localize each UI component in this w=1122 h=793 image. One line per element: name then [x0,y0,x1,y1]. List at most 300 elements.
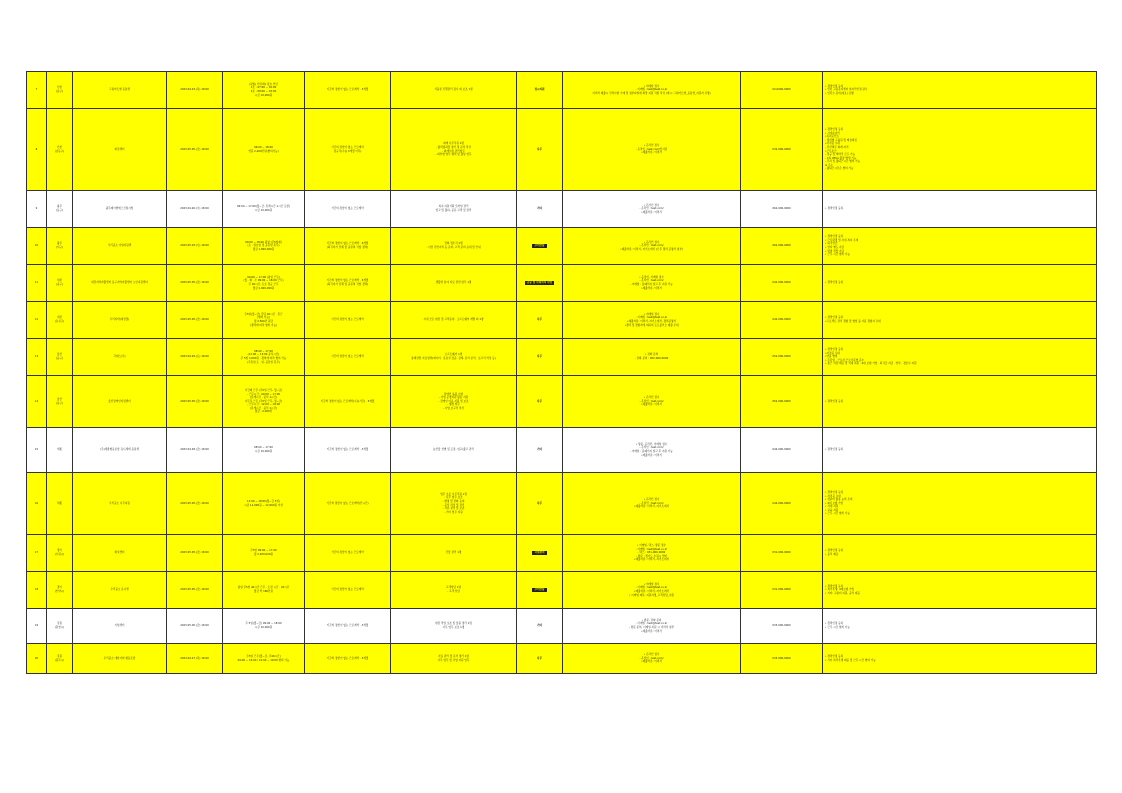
employment-condition-cell [305,609,391,644]
work-hours-line: 주5일 근무(월~금, 주40시간) [246,654,281,658]
application-method-line: •제출서류: 이력서, 자기소개서 [634,505,669,509]
notes-line: • 인턴수 문의(대표) 유행 [825,91,854,95]
row-number-cell: 13 [27,339,47,376]
region-line: 광주 [56,205,62,209]
region-cell [47,376,73,428]
notes-cell [823,339,1097,376]
notes-line: • 경력인정 등록 [825,235,844,239]
work-hours-line: 월급 2,000,000원 [252,286,275,290]
notes-line: • 컴퓨터 활용 능력 우대 [825,498,853,502]
table-row [27,473,1097,535]
organization-cell: 우리중소 사무지원 [73,473,167,535]
work-hours-line: (휴게시간 · 중식 1시간) [249,406,278,410]
row-number-cell: 19 [27,609,47,644]
row-number-cell: 9 [27,191,47,228]
job-type-badge: 기타 [536,624,542,628]
deadline-cell: 2023.05.05.(금) 18:00 [167,109,223,191]
job-duty-line: 자료 관리 및 문서 정리 1명 [438,654,469,658]
region-cell [47,428,73,473]
job-type-cell [517,376,563,428]
application-method-line: - 이메일 : 홈페이지 참고 후 지원 가능 [630,450,673,453]
notes-line: •복지포인트 [825,135,840,139]
job-type-badge: 정시지원 [534,88,545,92]
job-duty-line: - 장애인 이동 지원 및 보조 [438,399,469,403]
notes-line: •근무조건 [825,149,837,153]
region-cell [47,572,73,609]
region-line: (유성구) [54,320,65,323]
contact-phone-cell: 044-000-0000 [741,473,823,535]
application-method-line: •제출서류: 이력서, 자기소개서 [634,558,669,562]
job-duty-line: - 이전 전산지식 등 준비, 고객 문의 응대 및 안내 [426,246,481,249]
job-duty-line: 통계관련 자료입력(데이터 · 유효성 검증, 집계, 문서 분석 · 보고서 작성 등) [411,357,496,360]
notes-line: • 교육 지원 [825,508,839,512]
organization-cell: 울산장애인자립센터 [73,376,167,428]
region-cell [47,339,73,376]
notes-line: • 기타 복리후생 제공 및 근무 시간 협의 가능 [825,658,876,662]
application-method-line: - 방문 문의, 이메일 지원 시 이력서 첨부 [628,626,675,629]
notes-cell [823,109,1097,191]
region-cell [47,535,73,572]
job-type-cell [517,265,563,302]
work-hours-line: 기간제 근무 (주5일 근무, 월~금) [244,388,283,392]
work-hours-line: (주휴일 토 · 일, 공휴일 휴무) [247,360,280,364]
region-line: 인천 [56,86,62,90]
employment-condition-line: 기간의 정함이 없는 근로계약 · 3개월 [326,656,369,660]
notes-line: • 인턴 고용유지센터 일자리안정 필수 [825,88,868,92]
application-method-cell [563,302,741,339]
region-line: (남구) [55,401,64,405]
row-number-cell: 20 [27,644,47,674]
work-hours-line: 주5일 09:00 ~ 17:00 [250,549,277,553]
application-method-line: •경력 및 경험자에 대하여 포트폴리오 제출 우대 [624,323,679,327]
work-hours-cell [223,572,305,609]
deadline-cell: 2023.05.05.(금) 18:00 [167,535,223,572]
job-duty-line: 회계 사무직원 1명 [443,142,464,146]
organization-cell: 외전센터 [73,109,167,191]
job-duty-cell [391,535,517,572]
work-hours-cell [223,609,305,644]
application-method-line: • 방문, 온라인, 이메일 접수 [635,442,668,446]
employment-condition-line: 기간의 정함이 없는 근로계약 [331,145,364,149]
job-duty-cell [391,339,517,376]
job-type-cell [517,535,563,572]
region-cell [47,644,73,674]
work-hours-line: 평일 주5일 40시간 근무 · 소정 시간 · 20시간 [237,586,290,590]
work-hours-line: (평일) 인턴제1 월요 인턴 [249,82,278,86]
row-number-cell: 15 [27,428,47,473]
work-hours-cell [223,72,305,109]
job-type-badge: 공공 및 사회복지 사업 [526,281,553,285]
application-method-cell [563,535,741,572]
notes-cell [823,72,1097,109]
work-hours-line: - 근무시간 : 12:00 ~ 18:00 [246,403,281,407]
job-duty-line: 전화 접수직 2명 [444,242,463,246]
job-type-cell [517,228,563,265]
employment-condition-line: 기간의 정함이 없는 근로계약 · 3개월 [326,279,369,283]
region-line: 경기 [56,586,62,590]
application-method-cell [563,191,741,228]
job-duty-line: 건물 관리 1명 [445,551,462,555]
work-hours-line: (12:00 ~ 13:00 중식시간) [247,353,280,357]
notes-cell [823,644,1097,674]
region-cell [47,473,73,535]
table-row [27,228,1097,265]
contact-phone-cell: 042-000-0000 [741,265,823,302]
table-row [27,339,1097,376]
work-hours-cell [223,339,305,376]
application-method-line: • 온라인 접수 [643,498,660,502]
job-type-badge: 기타 [536,448,542,452]
work-hours-line: 월 2,200,000원 [253,553,274,556]
application-method-line: - 전화 문의 : 052-000-0000 [634,357,669,360]
organization-cell: 그린마트앤 유통센 [73,72,167,109]
employment-condition-line: (퇴직자가 전체 및 중류의 직업 경력) [326,283,369,286]
region-line: 울산 [56,353,62,357]
application-method-line: •제출서류: 이력서 [641,403,662,407]
job-duty-line: - 사업 보고서 작성 [443,406,464,410]
job-duty-line: 농산물 선별 및 포장, 입고/출고 관리 [433,448,474,452]
application-method-cell [563,72,741,109]
employment-condition-line: 기간의 정함이 없는 근로계약 [331,318,364,322]
job-duty-cell [391,644,517,674]
notes-line: •자격증 우대 [825,351,840,355]
deadline-cell: 2023.05.05.(금) 18:00 [167,473,223,535]
work-hours-line: (휴게시간 · 중식 1시간) [249,396,278,400]
work-hours-cell [223,191,305,228]
work-hours-line: 주 5일 3,000원 · 경력에 따라 협의 가능 [240,357,287,360]
notes-line: • 퇴직연금 [825,242,838,246]
contact-phone-cell: 031-000-0000 [741,535,823,572]
deadline-cell: 2023.05.05.(금) 18:00 [167,572,223,609]
application-method-line: - 온라인 : test.com/ [639,446,664,450]
job-duty-line: - 기타 업무 지원 [444,510,463,514]
region-line: (중구) [55,283,64,286]
organization-cell: 기업센터 [73,609,167,644]
application-method-line: •제출서류: 이력서 [641,210,662,214]
notes-line: - 정규 및 계약직 모두 가능 [825,153,856,157]
application-method-line: • 방문, 전화 문의 [641,618,662,622]
application-method-line: • 이메일 접수 [643,84,660,88]
notes-line: • 경력인정 등록 [825,448,844,452]
application-method-line: 이력서 제출시 인적사항 기재 및 첨부파일에 희망 지원 직종 작성 (예시: 그린마트앤_유통센_지원자 성명) [592,91,711,95]
employment-condition-cell [305,191,391,228]
application-method-line: - 이메일 : test@test.co.kr [635,547,668,551]
employment-condition-line: 기간의 정함이 없는 근로계약 [331,551,364,555]
job-type-cell [517,644,563,674]
row-number-cell: 7 [27,72,47,109]
region-line: 광주 [56,242,62,246]
application-method-cell [563,339,741,376]
notes-line: • 명절 선물 지급 [825,249,845,253]
application-method-line: •제출서류: 이력서, 자기소개서, 경력증명서 [626,320,677,323]
job-duty-line: - 출력결과물 정리 및 문서 작성 [435,145,472,149]
employment-condition-cell [305,376,391,428]
region-line: 강원 [56,622,62,626]
table-row [27,265,1097,302]
notes-line: - 1회 office 출장 발생 가능 [825,156,857,160]
notes-line: • 자격증 우대 [825,494,841,498]
work-hours-line: 시급 10,000원 [254,209,273,212]
job-duty-line: 입고 및 출하, 공유 고객 및 관리 [435,209,472,212]
notes-line: • 경력인정 등록 [825,490,844,494]
employment-condition-line: 기간의 정함이 없는 근로계약 · 3개월 [326,448,369,452]
job-duty-line: - 외부협 업무 협력 및 출납 업무 [435,153,472,157]
job-duty-cell [391,191,517,228]
region-line: 세종 [56,501,62,505]
table-row [27,191,1097,228]
job-duty-cell [391,228,517,265]
job-duty-cell [391,609,517,644]
organization-cell: 우리중소 유니센 [73,572,167,609]
contact-phone-cell: 062-000-0000 [741,228,823,265]
job-type-cell [517,572,563,609]
work-hours-cell [223,376,305,428]
application-method-line: •제출서류: 이력서 [641,286,662,290]
contact-phone-cell: 062-000-0000 [741,191,823,228]
work-hours-line: 09:00 ~ 18:00 [254,145,273,149]
organization-cell: 광주제이앤에스건설사업 [73,191,167,228]
job-duty-line: - 문서 작성 및 관리 [442,503,465,507]
region-line: (원주시) [54,658,65,662]
work-hours-line: 2조 : 08:00 ~ 18:00 [250,90,277,93]
work-hours-cell [223,228,305,265]
job-type-cell [517,609,563,644]
work-hours-cell [223,473,305,535]
application-method-line: - 이메일 : test@test.co.kr [635,622,668,626]
notes-line: • 경력인정 등록 [825,584,844,588]
application-method-line: •제출서류: 이력서, 자기소개서 [634,590,669,593]
application-method-line: • 온라인 접수 [643,144,660,148]
job-type-badge: 사무 [536,399,542,403]
work-hours-line: 월급 1,800,000원 [252,247,275,251]
notes-cell [823,572,1097,609]
region-line: (안양시) [54,590,65,593]
region-line: (수원시) [54,553,65,556]
work-hours-line: 09:00 ~ 18:00 평일 (주5일제) [245,240,282,244]
notes-cell [823,428,1097,473]
notes-line: • 4대 보험 가입 [825,501,844,505]
work-hours-line: 주5일(월~금) 주당 40시간 · 휴근 [244,312,283,316]
job-type-badge: 사무 [536,318,542,322]
row-number-cell: 18 [27,572,47,609]
notes-line: • 기타: 교통비 지원, 중식 제공 [825,591,860,595]
work-hours-line: (토 · 일요일 및 공휴일 휴무) [247,244,280,248]
notes-line: • 경력인정 등록 [825,654,844,658]
application-method-line: - 이메일 : test@test.co.kr [635,586,668,590]
notes-line: • 경력인정 등록 [825,348,844,352]
application-method-cell [563,228,741,265]
deadline-cell: 2023.05.05.(금) 18:00 [167,302,223,339]
deadline-cell: 2023.05.05.(금) 18:00 [167,265,223,302]
work-hours-line: 08:00 ~ 17:00 [254,349,273,353]
region-line: (남동구) [54,149,65,153]
job-duty-line: 고객상담 1명 [445,586,461,590]
row-number-cell: 14 [27,376,47,428]
region-cell [47,72,73,109]
notes-line: • 경력인정 등록 [825,281,844,285]
employment-condition-cell [305,644,391,674]
application-method-cell [563,428,741,473]
table-row [27,535,1097,572]
application-method-line: • 이메일, 팩스, 방문 접수 [636,544,667,548]
organization-cell: 우리중소 대한사회 협동조합 [73,644,167,674]
table-row [27,428,1097,473]
job-duty-cell [391,572,517,609]
region-line: 울산 [56,397,62,401]
notes-line: • 통근 차량 제공 및 식대 지원 · 4대 보험 가입 · 퇴직금 지급 · 연차 · 경조사 지원 [825,362,917,366]
organization-cell: 국제스(주) [73,339,167,376]
work-hours-line: 13:00 ~ 18:00(월~금 5일) [247,499,280,503]
notes-cell [823,473,1097,535]
table-row [27,572,1097,609]
organization-cell: 대전지역자활센터 동구지역자활센터 노인지원센터 [73,265,167,302]
work-hours-line: 08:00 ~ 17:00 [254,446,273,450]
region-line: (동구) [55,209,64,212]
job-duty-line: 사무 업무 및 사업 지원 업무 [437,658,470,662]
contact-phone-cell: 052-000-0000 [741,376,823,428]
notes-line: • 근무 시간 협의 가능 [825,512,850,516]
application-method-cell [563,109,741,191]
application-method-cell [563,644,741,674]
notes-line: •프로젝트 관리 경험 및 협업 툴 사용 경험자 우대 [825,320,881,323]
work-hours-cell [223,535,305,572]
job-type-cell [517,302,563,339]
row-number-cell: 10 [27,228,47,265]
job-duty-line: - 행정 및 전화 응대 [442,499,465,503]
table-row [27,644,1097,674]
job-duty-cell [391,265,517,302]
work-hours-cell [223,428,305,473]
application-method-line: - 팩스 : 031-000-0000 [637,551,666,555]
notes-line: • 근무 시간 협의 가능 [825,626,850,629]
contact-phone-cell: 02-0000-0000 [741,72,823,109]
application-method-line: • 온라인 접수 [643,653,660,657]
application-method-line: - 온라인 : test.com/ [639,279,664,283]
job-duty-line: 복지 지원기획 모바일 관리 [438,205,469,209]
employment-condition-line: 기간의 정함이 없는 근로계약 [331,588,364,592]
employment-condition-cell [305,339,391,376]
job-duty-line: - 사업 운영지원 활동 지원 [438,396,469,400]
job-type-cell [517,72,563,109]
table-row [27,72,1097,109]
application-method-cell [563,572,741,609]
notes-line: - 경력별 그룹원 및 매칭예정 [825,138,857,142]
application-method-line: • 온라인 접수 [643,203,660,207]
deadline-cell: 2023.05.03.(수) 18:00 [167,228,223,265]
notes-line: • 경력인정 등록 [825,622,844,626]
recruitment-table [26,71,1097,674]
application-method-line: - 이메일 : test@test.co.kr [635,316,668,320]
contact-phone-cell: 033-000-0000 [741,644,823,674]
notes-line: • 중식 제공 [825,553,839,556]
application-method-line: - 온라인 : test.com/인사팀 [635,147,668,151]
region-line: (춘천시) [54,626,65,629]
contact-phone-cell: 042-000-0000 [741,302,823,339]
employment-condition-cell [305,72,391,109]
work-hours-line: (월 · 화 · 수 09:00 ~ 18:00 근무) [243,279,284,283]
job-duty-cell [391,376,517,428]
application-method-line: - 온라인 : test.com/ [639,244,664,248]
job-type-cell [517,428,563,473]
region-cell [47,228,73,265]
work-hours-line: 09:00 ~ 17:00(월~금, 휴게시간 1시간 포함) [237,205,290,209]
deadline-cell: 2023.04.28.(금) 18:00 [167,428,223,473]
job-type-badge: 시설관리 [534,551,545,555]
employment-condition-line: 기간의 정함이 없는 근로계약 [331,355,364,359]
contact-phone-cell: 033-000-0000 [741,609,823,644]
application-method-line: • 온라인 접수 [643,396,660,400]
application-method-line: •제출서류: 이력서, 자기소개서 (근무 경력 증명서 첨부) [620,247,683,251]
application-method-line: - 온라인 : test.com/ [639,207,664,211]
job-type-cell [517,339,563,376]
region-cell [47,109,73,191]
deadline-cell: 2023.04.23.(목) 18:00 [167,72,223,109]
work-hours-line: (경력에 따라 협의 가능) [249,323,278,327]
employment-condition-cell [305,428,391,473]
region-line: 강원 [56,654,62,658]
contact-phone-cell: 052-000-0000 [741,339,823,376]
region-line: 경기 [56,549,62,553]
region-line: 대전 [56,279,62,283]
notes-line: •연봉 협의 [825,355,838,359]
job-type-badge: 사무 [536,147,542,151]
table-row [27,609,1097,644]
notes-line: • 근무 시간 협의 가능 [825,253,850,257]
employment-condition-cell [305,572,391,609]
employment-condition-cell [305,302,391,339]
application-method-line: • 이메일 제목: 지원자명_고객상담_지원 [628,593,675,597]
notes-line: - 주차 및 출퇴근시간 협의 가능 [825,160,861,164]
job-duty-cell [391,72,517,109]
contact-phone-cell: 031-000-0000 [741,572,823,609]
region-cell [47,302,73,339]
deadline-cell: 2023.05.05.(금) 18:00 [167,376,223,428]
row-number-cell: 8 [27,109,47,191]
work-hours-line: 시급 10,000원 [254,450,273,453]
organization-cell: (주)세종협동조합 유니세계 유통센 [73,428,167,473]
job-type-badge: 기타 [536,207,542,211]
work-hours-line: 시급 10,000원 [254,626,273,629]
notes-line: • 경력인정 등록 [825,399,844,403]
work-hours-line: 09:00 ~ 18:00 / 10:00 ~ 19:00 협의 가능 [237,658,290,662]
job-duty-line: 생활상 분야 자료 관련 업무 1명 [435,281,472,285]
region-line: 대전 [56,316,62,320]
employment-condition-line: (퇴직자가 전체 및 중류의 직업 경력) [326,246,369,249]
employment-condition-cell [305,535,391,572]
region-line: (동구) [55,357,64,360]
application-method-line: •제출서류: 이력서 [641,660,662,664]
job-type-cell [517,109,563,191]
application-method-line: - 온라인 : test.com/ [639,399,664,403]
region-line: 세종 [56,448,62,452]
work-hours-line: 사무직 근무 (주5일 근무, 월~금) [244,399,283,403]
work-hours-line: 1조 : 07:00 ~ 16:00 [250,86,277,90]
work-hours-cell [223,302,305,339]
employment-condition-line: 기간의 정함이 없는 근로계약 [331,207,364,211]
work-hours-line: (협의 가능) [257,316,270,320]
contact-phone-cell: 044-000-0000 [741,428,823,473]
table-row [27,302,1097,339]
row-number-cell: 12 [27,302,47,339]
notes-line: • 경력인정 등록 [825,207,844,211]
contact-phone-cell: 032-000-0000 [741,109,823,191]
work-hours-line: - 근무시간 : 09:00 ~ 17:00 [246,392,281,396]
notes-line: • 사내동아리 [825,131,840,135]
notes-line: ※ 주소 [825,163,834,167]
notes-line: • 주휴일 · 근로자 근로기준법 준수 [825,358,865,362]
notes-line: • 연차 별도 지급 [825,246,845,249]
job-type-cell [517,473,563,535]
